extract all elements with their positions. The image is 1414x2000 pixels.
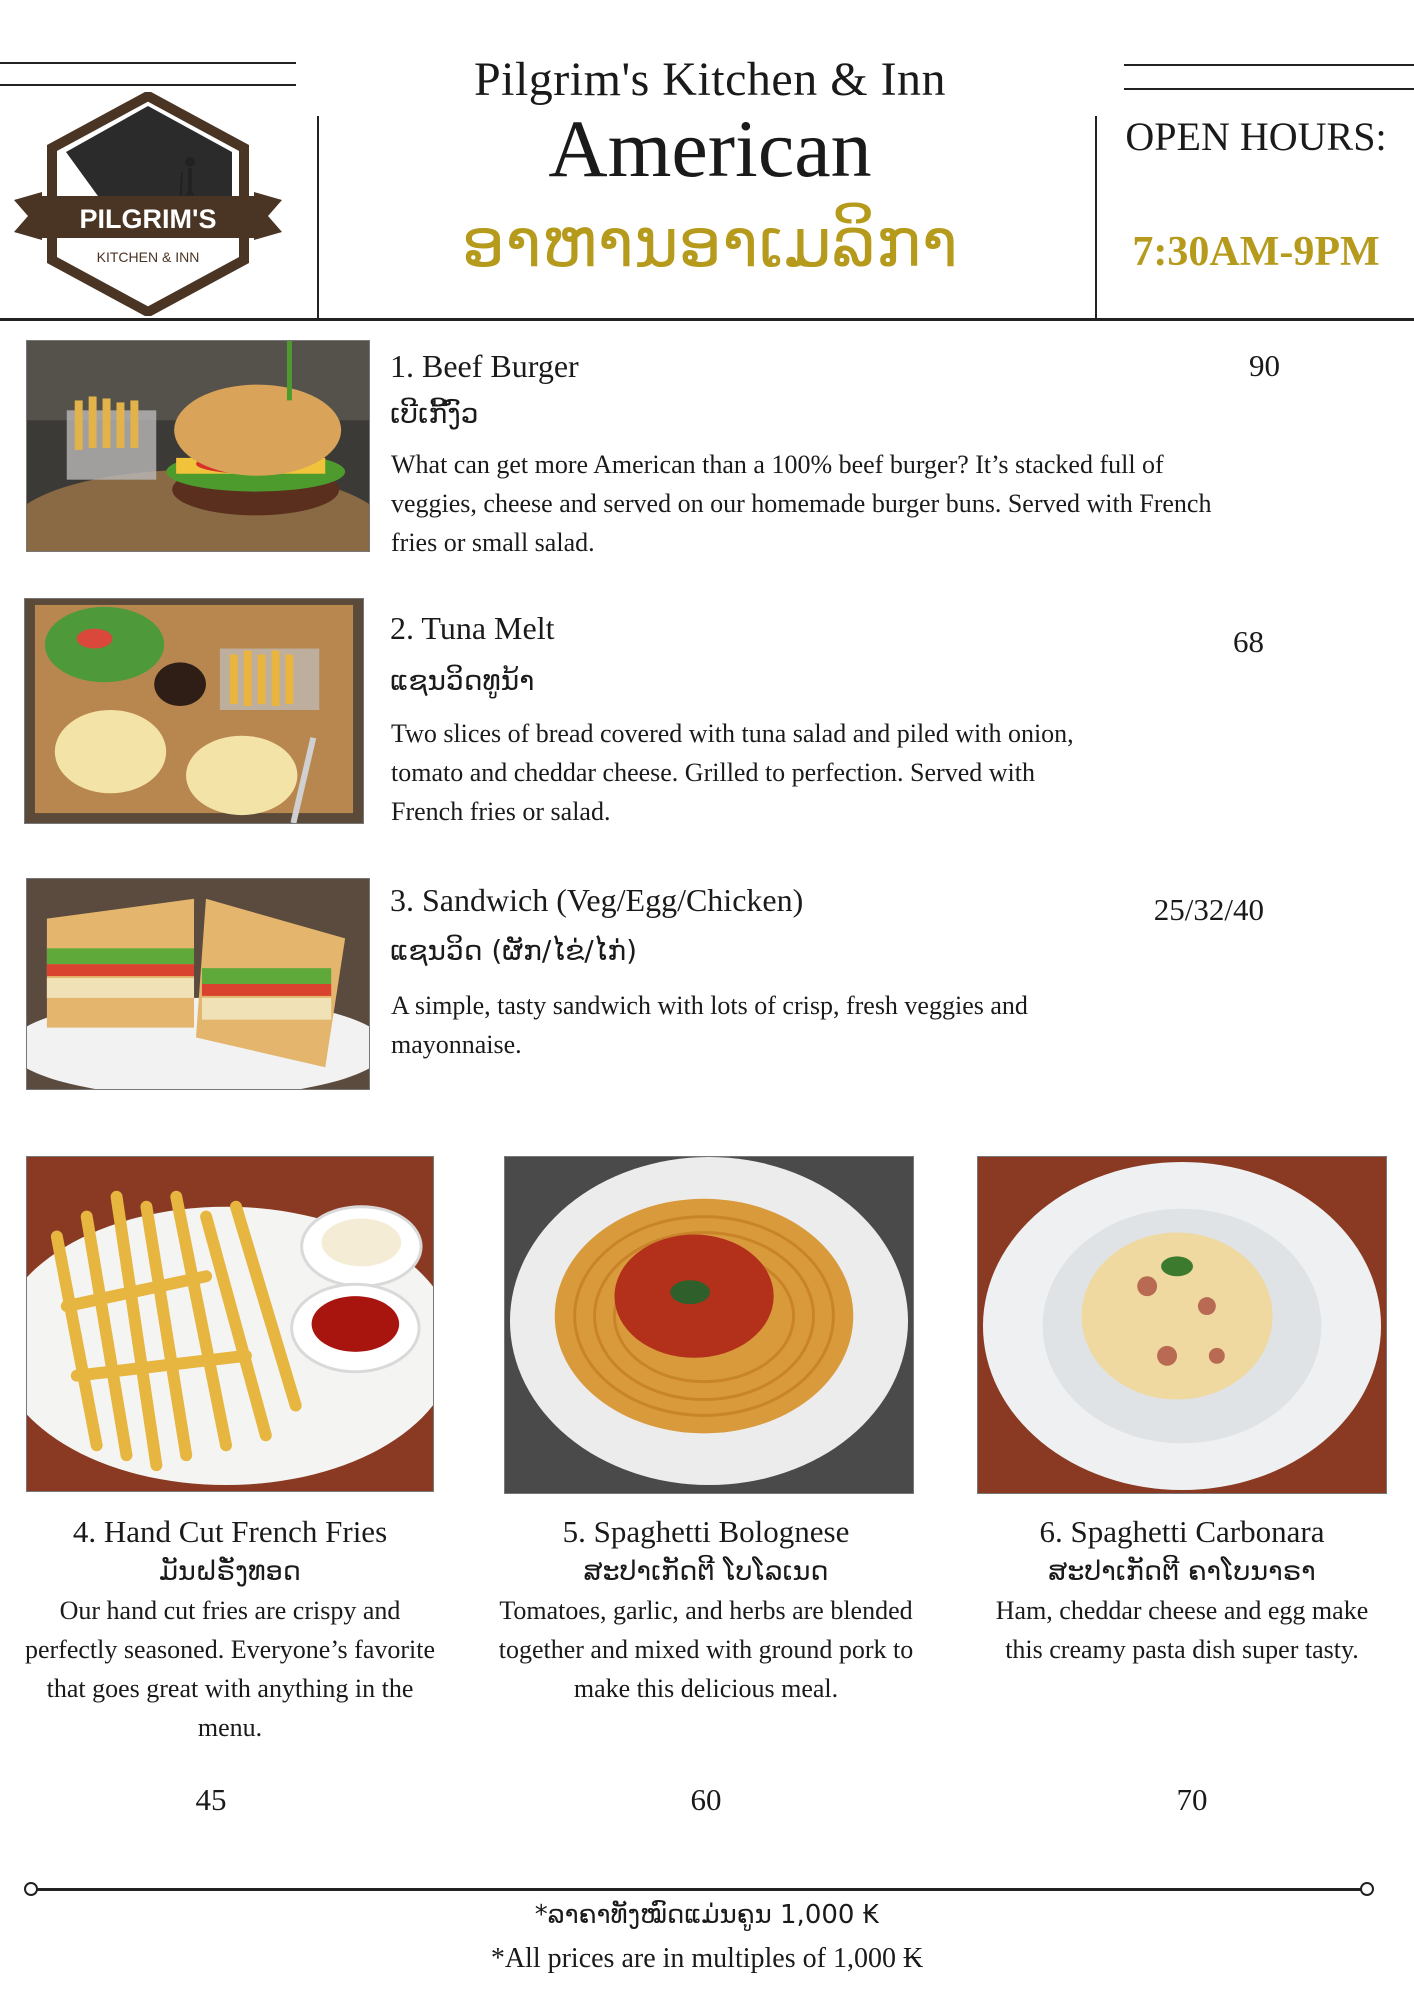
menu-item-lao: ເບີເກີ້ງົວ xyxy=(390,397,479,430)
pilgrims-logo xyxy=(14,92,282,316)
menu-item-lao: ສະປາເກັດຕີ ຄາໂບນາຣາ xyxy=(1048,1556,1316,1587)
menu-item-description: Our hand cut fries are crispy and perfectly seasoned. Everyone’s favorite that goes great with anything in the menu. xyxy=(24,1596,436,1742)
menu-item-lao: ມັນຝຣັ່ງທອດ xyxy=(159,1556,301,1587)
beef-burger-photo xyxy=(26,340,370,552)
price-note: *All prices are in multiples of 1,000 ₭ xyxy=(490,1943,924,1974)
spaghetti-bolognese-photo xyxy=(504,1156,914,1494)
menu-item-card xyxy=(982,1514,1382,1669)
menu-item-name: 5. Spaghetti Bolognese xyxy=(562,1514,850,1549)
header-rule-right-2 xyxy=(1124,88,1414,90)
menu-item-description: A simple, tasty sandwich with lots of crisp, fresh veggies and mayonnaise. xyxy=(391,991,1028,1059)
header-rule-left-1 xyxy=(0,62,296,64)
logo-title: PILGRIM'S xyxy=(79,204,217,234)
menu-item-price: 68 xyxy=(1233,624,1264,659)
footer-rule-end-left xyxy=(24,1882,38,1896)
footer-rule-end-right xyxy=(1360,1882,1374,1896)
open-hours-time: 7:30AM-9PM xyxy=(1132,229,1380,275)
header-divider-right xyxy=(1095,116,1097,318)
menu-item-lao: ແຊນວິດທູນ້າ xyxy=(390,664,535,697)
menu-item-price: 25/32/40 xyxy=(1153,892,1264,927)
open-hours-label: OPEN HOURS: xyxy=(1125,114,1387,159)
menu-item-lao: ແຊນວິດ (ຜັກ/ໄຂ່/ໄກ່) xyxy=(390,934,638,967)
page-title-lao: ອາຫານອາເມລິກາ xyxy=(461,204,959,283)
logo-subtitle: KITCHEN & INN xyxy=(96,249,200,265)
menu-item-name: 4. Hand Cut French Fries xyxy=(72,1514,388,1549)
menu-item-description: What can get more American than a 100% beef burger? It’s stacked full of veggies, cheese and served on our homemade burger buns. Served with French fries or small salad. xyxy=(391,450,1212,557)
sandwich-photo xyxy=(26,878,370,1090)
footer-rule xyxy=(32,1888,1368,1891)
menu-item-name: 6. Spaghetti Carbonara xyxy=(1039,1514,1325,1549)
header-divider-left xyxy=(317,116,319,318)
header-rule-left-2 xyxy=(0,84,296,86)
menu-item-price: 90 xyxy=(1249,348,1280,383)
menu-item-description: Ham, cheddar cheese and egg make this creamy pasta dish super tasty. xyxy=(995,1596,1369,1664)
menu-item-lao: ສະປາເກັດຕີ ໂບໂລເນດ xyxy=(583,1556,829,1587)
menu-item-description: Two slices of bread covered with tuna salad and piled with onion, tomato and cheddar cheese. Grilled to perfection. Served with French fries or salad. xyxy=(391,719,1074,826)
tuna-melt-photo xyxy=(24,598,364,824)
menu-item-name: 3. Sandwich (Veg/Egg/Chicken) xyxy=(390,882,804,918)
header-bottom-rule xyxy=(0,318,1414,321)
restaurant-name: Pilgrim's Kitchen & Inn xyxy=(473,53,947,106)
menu-item-name: 2. Tuna Melt xyxy=(390,610,555,646)
menu-item-card xyxy=(494,1514,918,1708)
price-note-lao: *ລາຄາທັງໝົດແມ່ນຄູນ 1,000 ₭ xyxy=(534,1900,880,1930)
menu-item-price: 70 xyxy=(1176,1782,1208,1817)
menu-item-price: 45 xyxy=(195,1782,227,1817)
spaghetti-carbonara-photo xyxy=(977,1156,1387,1494)
menu-item-name: 1. Beef Burger xyxy=(390,348,579,384)
menu-item-price: 60 xyxy=(690,1782,722,1817)
header-rule-right-1 xyxy=(1124,64,1414,66)
menu-item-card xyxy=(16,1514,444,1747)
page-title: American xyxy=(548,103,872,194)
french-fries-photo xyxy=(26,1156,434,1492)
menu-item-description: Tomatoes, garlic, and herbs are blended together and mixed with ground pork to make this delicious meal. xyxy=(498,1596,914,1703)
